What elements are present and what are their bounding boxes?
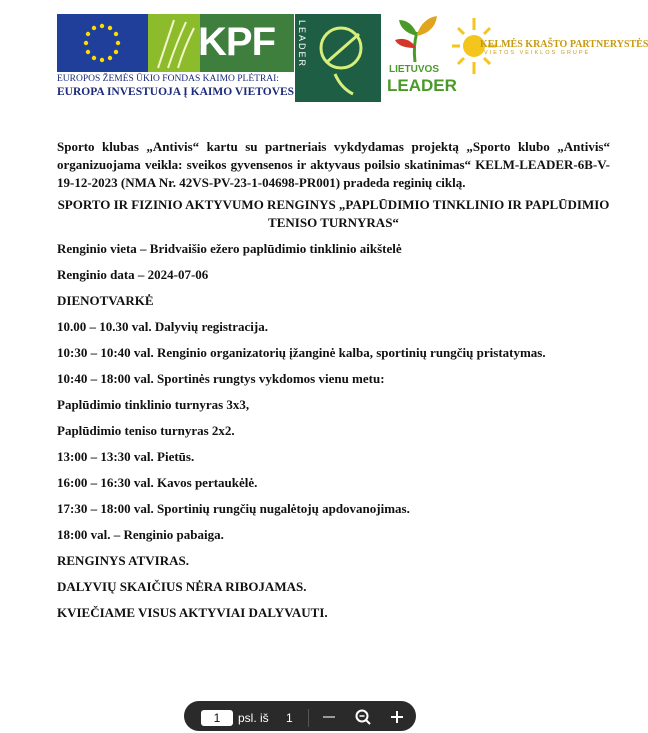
agenda-item: Paplūdimio teniso turnyras 2x2.: [57, 423, 235, 438]
eu-flag-logo: [57, 14, 148, 72]
participants-note: DALYVIŲ SKAIČIUS NĖRA RIBOJAMAS.: [57, 579, 307, 594]
page-of-label: psl. iš: [238, 711, 269, 725]
kpf-logo-text: KPF: [198, 20, 275, 64]
agenda-item: Paplūdimio tinklinio turnyras 3x3,: [57, 397, 250, 412]
event-location: Renginio vieta – Bridvaišio ežero paplūdimio tinklinio aikštelė: [57, 241, 402, 256]
agenda-item: 10:40 – 18:00 val. Sportinės rungtys vykdomos vienu metu:: [57, 371, 385, 386]
agenda-item: 16:00 – 16:30 val. Kavos pertaukėlė.: [57, 475, 258, 490]
eu-caption-line2: EUROPA INVESTUOJA Į KAIMO VIETOVES: [57, 86, 295, 98]
zoom-out-button[interactable]: [318, 706, 340, 728]
minus-icon: [318, 706, 340, 728]
eu-caption-line1: EUROPOS ŽEMĖS ŪKIO FONDAS KAIMO PLĖTRAI:: [57, 74, 279, 84]
agenda-item: 17:30 – 18:00 val. Sportinių rungčių nugalėtojų apdovanojimas.: [57, 501, 410, 516]
agenda-item: 13:00 – 13:30 val. Pietūs.: [57, 449, 195, 464]
plus-icon: [386, 706, 408, 728]
pdf-page-toolbar: [184, 701, 416, 731]
document-body: [57, 138, 610, 622]
kpf-logo: [148, 14, 294, 72]
kelmes-title: KELMĖS KRAŠTO PARTNERYSTĖS: [480, 39, 648, 50]
zoom-in-button[interactable]: [386, 706, 408, 728]
lt-leader-line2: LEADER: [387, 76, 457, 95]
lietuvos-leader-logo: [387, 14, 457, 102]
page-number-input[interactable]: 1: [201, 710, 233, 726]
page-total: 1: [286, 711, 293, 725]
event-heading: SPORTO IR FIZINIO AKTYVUMO RENGINYS „PAPLŪDIMIO TINKLINIO IR PAPLŪDIMIO TENISO TURNYRAS“: [57, 197, 610, 230]
zoom-icon: [352, 706, 374, 728]
event-date: Renginio data – 2024-07-06: [57, 267, 209, 282]
eu-stars-icon: [57, 14, 148, 72]
leader-emblem-icon: [295, 14, 381, 102]
leader-vertical-text: LEADER: [297, 20, 307, 69]
kelmes-partnership-logo: [450, 14, 648, 84]
zoom-reset-button[interactable]: [352, 706, 374, 728]
sprout-icon: [387, 14, 445, 64]
lt-leader-line1: LIETUVOS: [389, 64, 440, 75]
agenda-item: 10:30 – 10:40 val. Renginio organizatorių įžanginė kalba, sportinių rungčių pristatymas.: [57, 345, 546, 360]
toolbar-divider: [308, 709, 309, 727]
kelmes-subtitle: VIETOS VEIKLOS GRUPĖ: [484, 50, 591, 56]
leader-logo: [295, 14, 381, 102]
intro-paragraph: Sporto klubas „Antivis“ kartu su partneriais vykdydamas projektą „Sporto klubo „Antivis“ organizuojama veikla: sveikos gyvensenos ir aktyvaus poilsio skatinimas“ KELM-LEADER-6B-V-19-12-2023 (NMA Nr. 42VS-PV-23-1-04698-PR001) pradeda reginių ciklą.: [57, 139, 610, 190]
agenda-item: 18:00 val. – Renginio pabaiga.: [57, 527, 224, 542]
header-logos: [57, 14, 648, 102]
invitation-note: KVIEČIAME VISUS AKTYVIAI DALYVAUTI.: [57, 605, 328, 620]
agenda-title: DIENOTVARKĖ: [57, 293, 154, 308]
agenda-item: 10.00 – 10.30 val. Dalyvių registracija.: [57, 319, 268, 334]
event-open-note: RENGINYS ATVIRAS.: [57, 553, 189, 568]
wheat-icon: [148, 14, 200, 72]
